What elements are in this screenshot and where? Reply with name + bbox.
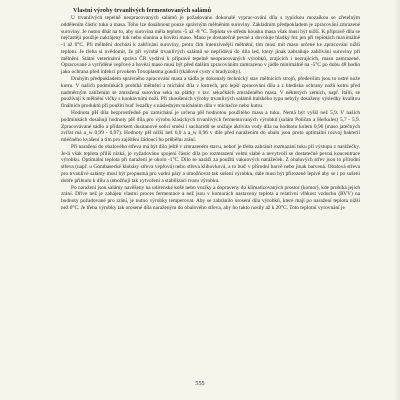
paragraph-4: Při naražení do obalového střeva má být dílo ještě v zmrazeném stavu, neboť je třeba zabránit rozmazání tuku při výstupu z narážečky. Je-li však teplota příliš nízká, je vyžadováno spojení částic díla po rozmrazení velmi slabé a nevytvoří se dostatečně pevná koncentrace výrobku. Optimální teplota při naražení je okolo -1°C. Dílo se naráží za použití vakuových narážeček. Z obalových střev jsou to přírodní střeva (např. u Gombasecké klobásy střeva vepřová) nebo střeva klihovková, a to buď v přírodní barvě nebo jinak barvená. Obalová střeva pro trvanlivé salámy musí být propustná pro vodní páry a umožňovat tak sušení výrobku, dále musí být přirozeně lepivé aby se i po sušení dobře přilnulo k dílu a umožňují tak vytvoření a stabilizaci tvaru výrobku. <box>61 143 360 184</box>
paragraph-2: Druhým předpokladem správného zpracování masa a sádla je dokonalý technický stav mělnicích strojů, především jsou to ostré nože kutru. V našich podmínkách probíhá mělnění a míchání díla v kutrech, pro lepší zpracování díla a z hlediska ochrany nožů kutru před nadměrným zatížením se zmražená surovina seká na plátky v tzv. sekačkách zmraženého masa. V některých zemích, např. Itálii, se používají k mělnění vlčky s konkávními noži. Při zkoušeních výroby trvanlivých salámů italského typu nebyly dosaženy výsledky kvalitou finálních produktů při použití buď řezačky s následným mícháním díla v míchačce nebo kutru. <box>61 76 360 110</box>
page-number: 555 <box>195 380 205 387</box>
page-edge-shadow <box>394 0 400 400</box>
paragraph-1: U trvanlivých tepelně neopracovaných salámů je požadováno dokonalé vyprac-ování díla s typickou mozaikou se zřetelným oddělením částic tuku a masa. Toho lze dosáhnout pouze správným mělněním suroviny. Základním předpokladem je zpracování zmrazené suroviny. Je nutno dbát na to, aby surovina měla teplotu -5 až -8 °C. Teplota ve středu kousku masa však musí být nižší. K přípravě díla se nejčastěji použije nakrájený tuk nebo slanina a hovězí maso. Maso je dostatečně pevné a dovoluje hladký řez jen při teplotách maximálně -1 až 0°C. Při mělnění dochází k zahřívání suroviny, proto čím intenzivnější mělnění, tím musí mít maso určené ke zpracování nižší teplotu. Je třeba si uvědomit, že při výrobě trvanlivých salámů se nepřidává do díla led, který jinak zabraňuje zahřívání suroviny při mělnění. Státní veterinární správa ČR vydává k přípravě tepelně neopracovaných výrobků, zrajících i nezrajících, maso zamrazené. Opracované a vytříděné vepřové a hovězí maso musí být před dalším zpracováním zamrazeno v jádře minimálně na -5°C po dobu 48 hodin jako ochrana před infekcí prvokem Toxoplasma gondii (tkáňové cysty s bradyzoity). <box>61 15 360 76</box>
paragraph-5: Po naražení jsou salámy navěšeny na udírenské koše nebo vozíky a dopraveny do klimatizovaných prostor (komor), kde probíhá jejich zrání. Dříve než je zahájen vlastní proces fermentace a než jsou v komorách nastaveny teplota a relativní vlhkost vzduchu (RVV) na hodnoty požadované pro zrání, je nutno výrobky temperovat. Aby se zabránilo orosení díla výrobků, které mají po naražení teplotu nižší než 0°C. Je třeba výrobky tak orosené díla naraženým do obalového střeva, aby ho takto nosily až k 20°C. Toto teplotní vyrovnání je <box>61 184 360 211</box>
section-heading: Vlastní výroby trvanlivých fermentovaných salámů <box>73 7 212 14</box>
paragraph-3: Hodnota pH díla bezprostředně po zamíchání je určena pH hodnotou použitého masa a tuku. Nemá být vyšší než 5,9. V našich podmínkách dosahují hodnoty pH díla pro výrobu klasických trvanlivých fermentovaných výrobků (salám Poličan a Herkules) 5,7 - 5,9. Zpracovávané sádlo a přídavkem dusitanové solicí směsi i sacharidů se snižuje aktivita vody díla na hodnotu kolem 0,96 (maso jatečných zvířat má a_w 0,99 - 0,97). Hodnoty pH nižší než 6,0 a a_w 0,96 v díle před naražením do obalu jsou proto optimální rozvoj bakterií mléčného kvašení a tím pro zajištění žádoucí ho průběhu zrání. <box>61 109 360 144</box>
